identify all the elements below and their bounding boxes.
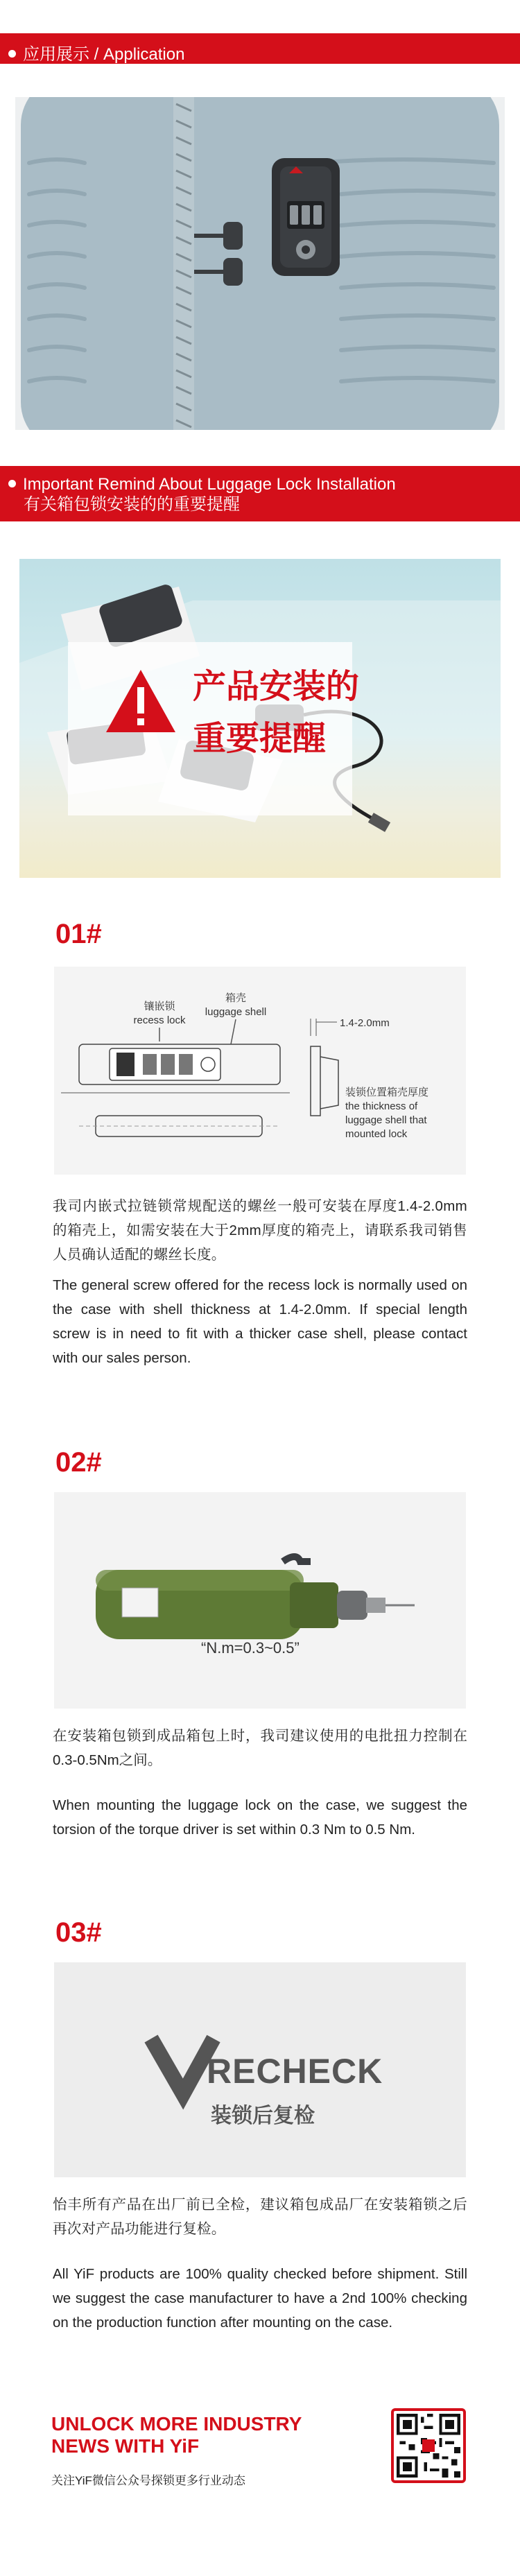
footer-subtitle: 关注YiF微信公众号探锁更多行业动态 <box>51 2474 245 2487</box>
footer-title-line2: NEWS WITH YiF <box>51 2435 200 2457</box>
diagram-label-mount-cn: 装锁位置箱壳厚度 <box>345 1087 429 1098</box>
step-text-en: When mounting the luggage lock on the case, we suggest the torsion of the torque driver is set within 0.3 Nm to 0.5 Nm. <box>53 1797 467 1838</box>
bullet-dot-icon <box>8 480 16 487</box>
diagram-label-mount-en-2: luggage shell that <box>345 1114 427 1126</box>
step-number: 01# <box>55 919 102 949</box>
diagram-label-recess-cn: 镶嵌锁 <box>144 1001 175 1012</box>
section-banner-application <box>0 33 520 64</box>
diagram-label-mount-en-3: mounted lock <box>345 1128 408 1140</box>
section-title: 应用展示 / Application <box>23 45 185 64</box>
step-number: 03# <box>55 1917 102 1948</box>
recheck-word: RECHECK <box>207 2052 383 2091</box>
footer-title <box>51 2413 343 2457</box>
recheck-graphic <box>54 1962 466 2177</box>
step-text-en: The general screw offered for the recess lock is normally used on the case with shell thickness at 1.4-2.0mm. If special length screw is in need to fit with a thicker case shell, please contact with our sales person. <box>53 1277 467 1366</box>
torque-label: “N.m=0.3~0.5” <box>201 1639 300 1657</box>
lock-diagram <box>54 967 466 1175</box>
step-number: 02# <box>55 1447 102 1478</box>
step-text-cn: 在安装箱包锁到成品箱包上时，我司建议使用的电批扭力控制在0.3-0.5Nm之间。 <box>53 1728 467 1768</box>
suitcase-photo <box>15 97 505 430</box>
qr-code-icon[interactable] <box>391 2408 466 2483</box>
diagram-label-shell-cn: 箱壳 <box>225 992 247 1004</box>
step-text-cn: 我司内嵌式拉链锁常规配送的螺丝一般可安装在厚度1.4-2.0mm的箱壳上，如需安装在大于2mm厚度的箱壳上，请联系我司销售人员确认适配的螺丝长度。 <box>53 1198 467 1263</box>
step-text-cn: 怡丰所有产品在出厂前已全检，建议箱包成品厂在安装箱锁之后再次对产品功能进行复检。 <box>53 2197 467 2237</box>
section-title-en: Important Remind About Luggage Lock Installation <box>23 475 396 494</box>
remind-photo <box>19 559 501 878</box>
footer-title-line1: UNLOCK MORE INDUSTRY <box>51 2413 302 2435</box>
remind-image-title-line1: 产品安装的 <box>193 667 360 706</box>
check-mark-icon <box>151 2039 214 2094</box>
step-text-en: All YiF products are 100% quality checked before shipment. Still we suggest the case manufacturer to have a 2nd 100% checking on the production function after mounting on the case. <box>53 2266 467 2331</box>
recheck-subtitle: 装锁后复检 <box>211 2104 315 2127</box>
diagram-label-shell-en: luggage shell <box>205 1006 267 1018</box>
diagram-label-recess-en: recess lock <box>133 1014 186 1026</box>
section-title-cn: 有关箱包锁安装的的重要提醒 <box>24 495 240 514</box>
remind-image-title-line2: 重要提醒 <box>193 719 327 758</box>
torque-driver-photo <box>54 1492 466 1709</box>
section-banner-remind <box>0 466 520 521</box>
diagram-label-mount-en-1: the thickness of <box>345 1100 418 1112</box>
bullet-dot-icon <box>8 50 16 58</box>
diagram-label-thickness: 1.4-2.0mm <box>340 1017 390 1029</box>
